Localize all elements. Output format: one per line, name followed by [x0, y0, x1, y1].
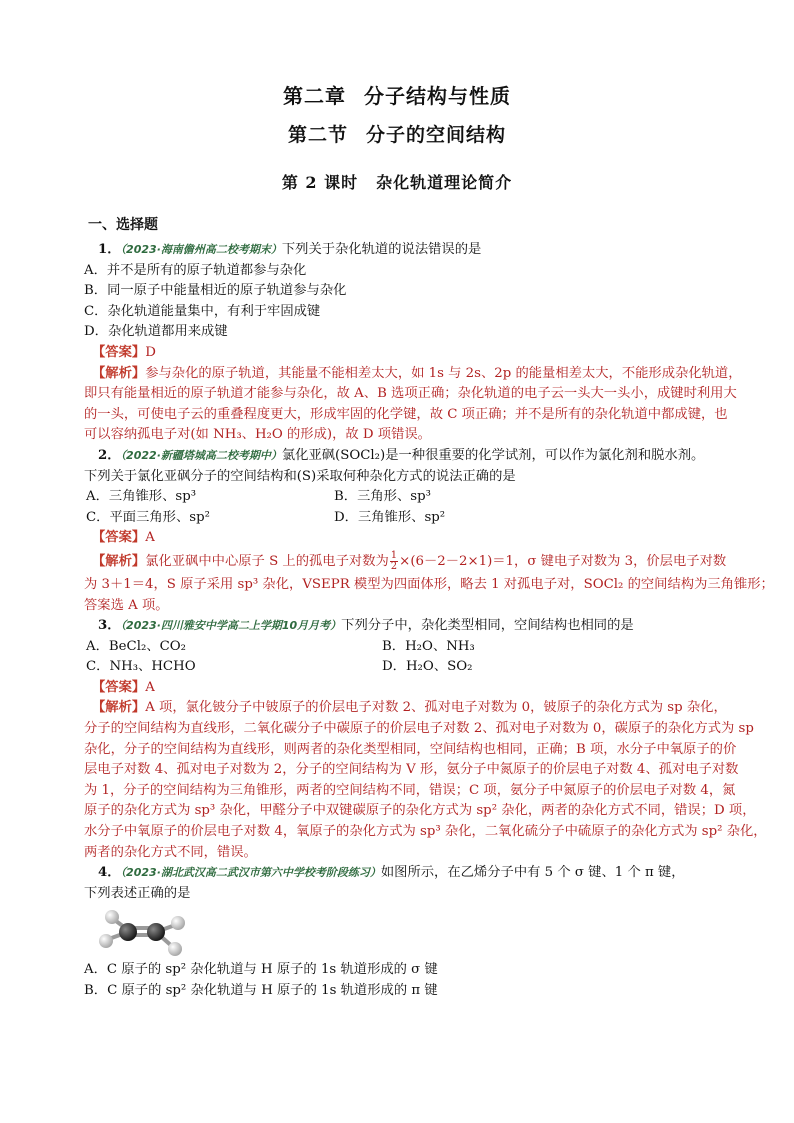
chapter-label: 第二章	[283, 84, 346, 108]
option-b: B．C 原子的 sp² 杂化轨道与 H 原子的 1s 轨道形成的 π 键	[84, 983, 438, 998]
carbon-atom	[147, 923, 165, 941]
options-row	[84, 508, 744, 529]
lesson-name: 杂化轨道理论简介	[376, 173, 513, 192]
analysis-line: 为 3＋1＝4，S 原子采用 sp³ 杂化，VSEPR 模型为四面体形，略去 1 对孤电子对，SOCl₂ 的空间结构为三角锥形；	[84, 576, 774, 592]
analysis-line: 两者的杂化方式不同，错误。	[84, 844, 257, 860]
ethylene-molecule-figure	[90, 904, 744, 960]
chapter-title	[0, 80, 794, 109]
analysis-line: 层电子对数 4、孤对电子对数为 2，分子的空间结构为 V 形，氨分子中氮原子的价层电子对数 4、孤对电子对数	[84, 762, 739, 778]
question-source: （2023·湖北武汉高二武汉市第六中学校考阶段练习）	[120, 866, 381, 880]
question-source: （2023·四川雅安中学高二上学期10月月考）	[120, 619, 342, 633]
analysis-line: 答案选 A 项。	[84, 597, 169, 613]
question-4-stem: 4．（2023·湖北武汉高二武汉市第六中学校考阶段练习）如图所示，在乙烯分子中有 5 个 σ 键、1 个 π 键，	[98, 865, 685, 881]
fraction: $\frac{1}{2}$	[390, 549, 398, 572]
hydrogen-atom	[171, 916, 185, 930]
hydrogen-atom	[105, 910, 119, 924]
option-b: B．H₂O、NH₃	[382, 638, 475, 654]
option-d: D．三角锥形、sp²	[334, 509, 446, 525]
analysis-line: 原子的杂化方式为 sp³ 杂化，甲醛分子中双键碳原子的杂化方式为 sp² 杂化，两者的杂化方式不同，错误；D 项，	[84, 803, 756, 819]
section-heading	[0, 120, 794, 147]
option-b: B．三角形、sp³	[334, 489, 431, 505]
hydrogen-atom	[99, 934, 113, 948]
question-2-stem-cont: 下列关于氯化亚砜分子的空间结构和(S)采取何种杂化方式的说法正确的是	[84, 468, 516, 484]
answer: 【答案】A	[92, 530, 155, 546]
chapter-name: 分子结构与性质	[364, 84, 511, 108]
option-a: A．并不是所有的原子轨道都参与杂化	[84, 262, 307, 278]
answer: 【答案】D	[92, 344, 156, 360]
carbon-atom	[119, 923, 137, 941]
option-c: C．NH₃、HCHO	[86, 659, 196, 675]
hydrogen-atom	[168, 942, 182, 956]
option-d: D．杂化轨道都用来成键	[84, 324, 228, 340]
options-row	[84, 487, 744, 508]
analysis: 【解析】A 项，氯化铍分子中铍原子的价层电子对数 2、孤对电子对数为 0，铍原子的杂化方式为 sp 杂化，	[92, 700, 727, 716]
analysis: 【解析】氯化亚砜中中心原子 S 上的孤电子对数为 $\frac{1}{2}$ ×(6－2－2×1)＝1，σ 键电子对数为 3，价层电子对数	[92, 549, 727, 572]
option-d: D．H₂O、SO₂	[382, 659, 473, 675]
ethylene-ball-stick-model	[90, 904, 200, 960]
question-3-stem: 3．（2023·四川雅安中学高二上学期10月月考）下列分子中，杂化类型相同，空间结构也相同的是	[98, 618, 634, 634]
section-name: 分子的空间结构	[366, 124, 507, 146]
option-a: A．三角锥形、sp³	[86, 489, 197, 505]
section-label: 第二节	[287, 124, 348, 146]
analysis-line: 的一头，可使电子云的重叠程度更大，形成牢固的化学键，故 C 项正确；并不是所有的杂化轨道中都成键，也	[84, 406, 728, 422]
analysis-line: 可以容纳孤电子对(如 NH₃、H₂O 的形成)，故 D 项错误。	[84, 427, 431, 443]
option-c: C．平面三角形、sp²	[86, 509, 210, 525]
analysis-line: 即只有能量相近的原子轨道才能参与杂化，故 A、B 选项正确；杂化轨道的电子云一头大一头小，成键时利用大	[84, 386, 737, 402]
analysis-line: 为 1，分子的空间结构为三角锥形，两者的空间结构不同，错误；C 项，氨分子中氮原子的价层电子对数 4，氮	[84, 782, 736, 798]
question-1-stem: 1．（2023·海南儋州高二校考期末）下列关于杂化轨道的说法错误的是	[98, 242, 482, 257]
options-row	[84, 637, 744, 658]
answer: 【答案】A	[92, 679, 155, 695]
question-section-title: 一、选择题	[88, 217, 158, 233]
question-source: （2023·海南儋州高二校考期末）	[120, 243, 282, 256]
option-b: B．同一原子中能量相近的原子轨道参与杂化	[84, 283, 347, 299]
analysis-line: 分子的空间结构为直线形，二氧化碳分子中碳原子的价层电子对数 2、孤对电子对数为 0，碳原子的杂化方式为 sp	[84, 721, 754, 737]
analysis-line: 水分子中氧原子的价层电子对数 4，氧原子的杂化方式为 sp³ 杂化，二氧化硫分子中硫原子的杂化方式为 sp² 杂化，	[84, 824, 767, 840]
option-a: A．C 原子的 sp² 杂化轨道与 H 原子的 1s 轨道形成的 σ 键	[84, 962, 438, 978]
option-a: A．BeCl₂、CO₂	[86, 638, 186, 654]
question-source: （2022·新疆塔城高二校考期中）	[120, 448, 282, 462]
option-c: C．杂化轨道能量集中，有利于牢固成键	[84, 303, 321, 319]
analysis-line: 杂化，分子的空间结构为直线形，则两者的杂化类型相同，空间结构也相同，正确；B 项，水分子中氧原子的价	[84, 741, 737, 757]
question-4-stem-cont: 下列表述正确的是	[84, 885, 191, 901]
analysis: 【解析】参与杂化的原子轨道，其能量不能相差太大，如 1s 与 2s、2p 的能量相差太大，不能形成杂化轨道，	[92, 365, 742, 381]
lesson-title	[0, 170, 794, 193]
options-row	[84, 657, 744, 678]
question-2-stem: 2．（2022·新疆塔城高二校考期中）氯化亚砜(SOCl₂)是一种很重要的化学试剂，可以作为氯化剂和脱水剂。	[98, 447, 705, 463]
lesson-label: 第 2 课时	[281, 173, 359, 192]
question-list	[84, 240, 774, 1002]
